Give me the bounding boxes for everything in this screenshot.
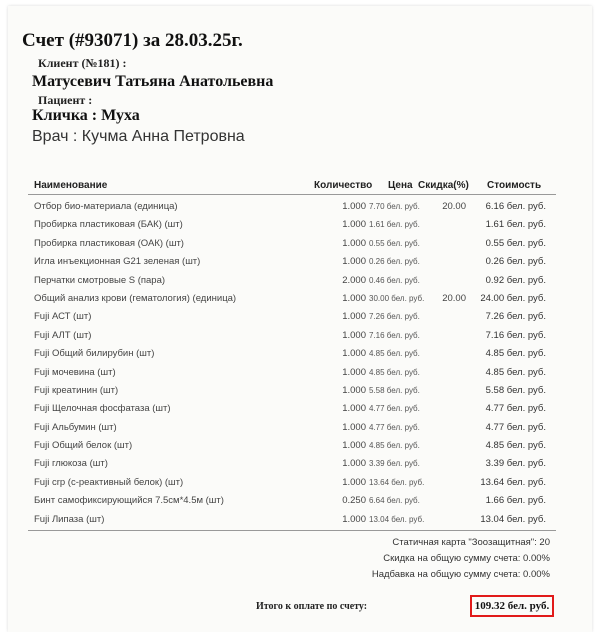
cell-qty: 1.000 bbox=[342, 348, 366, 360]
cell-qty: 1.000 bbox=[342, 403, 366, 415]
cell-price: 4.85 бел. руб. bbox=[369, 441, 420, 451]
total-amount: 109.32 бел. руб. bbox=[470, 595, 554, 617]
cell-name: Пробирка пластиковая (ОАК) (шт) bbox=[34, 237, 184, 249]
cell-cost: 4.85 бел. руб. bbox=[485, 440, 546, 452]
cell-price: 3.39 бел. руб. bbox=[369, 459, 420, 469]
cell-name: Fuji глюкоза (шт) bbox=[34, 458, 108, 470]
cell-qty: 1.000 bbox=[342, 219, 366, 231]
cell-name: Перчатки смотровые S (пара) bbox=[34, 274, 166, 286]
table-row bbox=[0, 288, 600, 306]
cell-name: Fuji Липаза (шт) bbox=[34, 513, 105, 525]
cell-cost: 0.92 бел. руб. bbox=[485, 274, 546, 286]
header-price: Цена bbox=[388, 180, 413, 191]
cell-name: Общий анализ крови (гематология) (единица) bbox=[34, 292, 237, 304]
total-discount: Скидка на общую сумму счета: 0.00% bbox=[383, 553, 550, 564]
cell-price: 30.00 бел. руб. bbox=[369, 293, 425, 303]
table-row bbox=[0, 233, 600, 251]
cell-price: 0.55 бел. руб. bbox=[369, 238, 420, 248]
cell-cost: 0.26 бел. руб. bbox=[485, 256, 546, 268]
cell-price: 7.16 бел. руб. bbox=[369, 330, 420, 340]
patient-label: Пациент : bbox=[38, 93, 93, 107]
table-row bbox=[0, 306, 600, 324]
cell-cost: 24.00 бел. руб. bbox=[480, 292, 546, 304]
cell-price: 7.70 бел. руб. bbox=[369, 202, 420, 211]
cell-discount: 20.00 bbox=[442, 201, 466, 212]
cell-cost: 13.64 бел. руб. bbox=[480, 476, 546, 488]
cell-price: 7.26 бел. руб. bbox=[369, 312, 420, 322]
cell-price: 13.64 бел. руб. bbox=[369, 477, 425, 487]
header-name: Наименование bbox=[34, 180, 108, 191]
table-row bbox=[0, 509, 600, 527]
table-row bbox=[0, 398, 600, 416]
cell-cost: 0.55 бел. руб. bbox=[485, 237, 546, 249]
total-label: Итого к оплате по счету: bbox=[256, 601, 368, 612]
cell-qty: 1.000 bbox=[342, 329, 366, 341]
cell-price: 4.77 бел. руб. bbox=[369, 404, 420, 414]
invoice-title: Счет (#93071) за 28.03.25г. bbox=[22, 30, 243, 51]
cell-name: Отбор био-материала (единица) bbox=[34, 201, 178, 212]
cell-name: Fuji АСТ (шт) bbox=[34, 311, 92, 323]
cell-cost: 6.16 бел. руб. bbox=[485, 201, 546, 212]
items-table bbox=[0, 196, 600, 527]
cell-cost: 4.85 бел. руб. bbox=[485, 348, 546, 360]
header-cost: Стоимость bbox=[487, 180, 542, 191]
cell-qty: 1.000 bbox=[342, 384, 366, 396]
table-bottom-divider bbox=[28, 530, 556, 531]
cell-name: Fuji Общий билирубин (шт) bbox=[34, 348, 155, 360]
table-row bbox=[0, 343, 600, 361]
table-row bbox=[0, 380, 600, 398]
cell-name: Fuji Альбумин (шт) bbox=[34, 421, 117, 433]
table-row bbox=[0, 325, 600, 343]
cell-qty: 1.000 bbox=[342, 201, 366, 212]
table-row bbox=[0, 251, 600, 269]
cell-price: 4.85 бел. руб. bbox=[369, 349, 420, 359]
doctor-name: Врач : Кучма Анна Петровна bbox=[32, 128, 245, 145]
cell-qty: 1.000 bbox=[342, 513, 366, 525]
table-row bbox=[0, 453, 600, 471]
cell-price: 5.58 бел. руб. bbox=[369, 385, 420, 395]
cell-cost: 1.61 бел. руб. bbox=[485, 219, 546, 231]
cell-name: Бинт самофиксирующийся 7.5см*4.5м (шт) bbox=[34, 495, 224, 507]
cell-cost: 7.16 бел. руб. bbox=[485, 329, 546, 341]
cell-name: Fuji креатинин (шт) bbox=[34, 384, 119, 396]
cell-qty: 1.000 bbox=[342, 421, 366, 433]
cell-price: 0.26 бел. руб. bbox=[369, 257, 420, 267]
table-row bbox=[0, 417, 600, 435]
table-row bbox=[0, 196, 600, 214]
cell-price: 4.77 бел. руб. bbox=[369, 422, 420, 432]
cell-cost: 1.66 бел. руб. bbox=[485, 495, 546, 507]
cell-price: 13.04 бел. руб. bbox=[369, 514, 425, 524]
cell-price: 0.46 бел. руб. bbox=[369, 275, 420, 285]
cell-qty: 1.000 bbox=[342, 458, 366, 470]
table-top-divider bbox=[28, 194, 556, 195]
client-label: Клиент (№181) : bbox=[38, 56, 127, 70]
cell-cost: 3.39 бел. руб. bbox=[485, 458, 546, 470]
cell-qty: 1.000 bbox=[342, 440, 366, 452]
pet-nickname: Кличка : Муха bbox=[32, 107, 140, 124]
cell-name: Пробирка пластиковая (БАК) (шт) bbox=[34, 219, 183, 231]
cell-price: 1.61 бел. руб. bbox=[369, 220, 420, 230]
table-row bbox=[0, 490, 600, 508]
cell-qty: 1.000 bbox=[342, 311, 366, 323]
cell-name: Игла инъекционная G21 зеленая (шт) bbox=[34, 256, 201, 268]
discount-card: Статичная карта "Зоозащитная": 20 bbox=[392, 537, 550, 548]
cell-name: Fuji мочевина (шт) bbox=[34, 366, 116, 378]
cell-qty: 0.250 bbox=[342, 495, 366, 507]
cell-price: 4.85 бел. руб. bbox=[369, 367, 420, 377]
cell-cost: 4.85 бел. руб. bbox=[485, 366, 546, 378]
client-name: Матусевич Татьяна Анатольевна bbox=[32, 73, 274, 90]
cell-qty: 2.000 bbox=[342, 274, 366, 286]
table-row bbox=[0, 435, 600, 453]
cell-name: Fuji Щелочная фосфатаза (шт) bbox=[34, 403, 171, 415]
cell-qty: 1.000 bbox=[342, 476, 366, 488]
cell-cost: 4.77 бел. руб. bbox=[485, 421, 546, 433]
cell-discount: 20.00 bbox=[442, 292, 466, 304]
table-row bbox=[0, 472, 600, 490]
table-row bbox=[0, 214, 600, 232]
cell-qty: 1.000 bbox=[342, 292, 366, 304]
header-quantity: Количество bbox=[314, 180, 373, 191]
cell-price: 6.64 бел. руб. bbox=[369, 496, 420, 506]
cell-qty: 1.000 bbox=[342, 256, 366, 268]
cell-qty: 1.000 bbox=[342, 237, 366, 249]
table-row bbox=[0, 362, 600, 380]
total-markup: Надбавка на общую сумму счета: 0.00% bbox=[371, 569, 550, 580]
cell-name: Fuji Общий белок (шт) bbox=[34, 440, 133, 452]
header-discount: Скидка(%) bbox=[418, 180, 469, 191]
cell-cost: 5.58 бел. руб. bbox=[485, 384, 546, 396]
cell-cost: 13.04 бел. руб. bbox=[480, 513, 546, 525]
cell-name: Fuji crp (с-реактивный белок) (шт) bbox=[34, 476, 184, 488]
cell-cost: 7.26 бел. руб. bbox=[485, 311, 546, 323]
cell-name: Fuji АЛТ (шт) bbox=[34, 329, 92, 341]
cell-cost: 4.77 бел. руб. bbox=[485, 403, 546, 415]
cell-qty: 1.000 bbox=[342, 366, 366, 378]
table-row bbox=[0, 270, 600, 288]
